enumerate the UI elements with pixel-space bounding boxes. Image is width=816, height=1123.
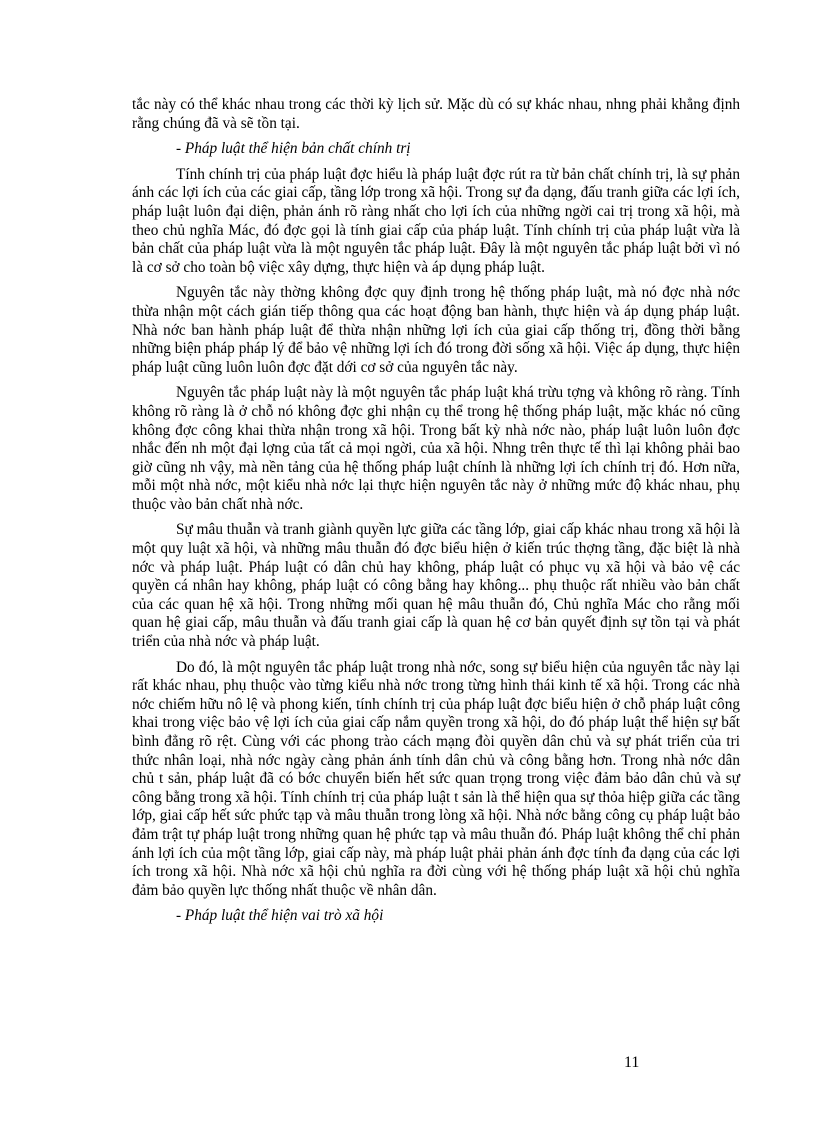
section-heading-political-nature: - Pháp luật thể hiện bản chất chính trị — [176, 140, 411, 158]
paragraph-class-conflict: Sự mâu thuẫn và tranh giành quyền lực giữa các tầng lớp, giai cấp khác nhau trong xã hội là một quy luật xã hội, và những mâu thuẫn đó đợc biểu hiện ở kiến trúc thợng tầng, đặc biệt là nhà nớc và pháp luật. Pháp luật có dân chủ hay không, pháp luật có phục vụ xã hội và bảo vệ các quyền cá nhân hay không, pháp luật có công bằng hay không... phụ thuộc rất nhiều vào bản chất của các quan hệ xã hội. Trong những mối quan hệ mâu thuẫn đó, Chủ nghĩa Mác cho rằng mối quan hệ giai cấp, mâu thuẫn và đấu tranh giai cấp là quan hệ cơ bản quyết định sự tồn tại và phát triển của nhà nớc và pháp luật. — [132, 521, 740, 651]
page-number: 11 — [624, 1054, 640, 1071]
paragraph-historical-forms: Do đó, là một nguyên tắc pháp luật trong nhà nớc, song sự biểu hiện của nguyên tắc này lại rất khác nhau, phụ thuộc vào từng kiểu nhà nớc trong từng hình thái kinh tế xã hội. Trong các nhà nớc chiếm hữu nô lệ và phong kiến, tính chính trị của pháp luật đợc biểu hiện ở chỗ pháp luật công khai trong việc bảo vệ lợi ích của giai cấp nắm quyền trong xã hội, do đó pháp luật thể hiện sự bất bình đẳng rõ rệt. Cùng với các phong trào cách mạng đòi quyền dân chủ và sự phát triển của tri thức nhân loại, nhà nớc ngày càng phản ánh tính dân chủ và công bằng hơn. Trong nhà nớc dân chủ t sản, pháp luật đã có bớc chuyển biến hết sức quan trọng trong việc đảm bảo dân chủ và sự công bằng trong xã hội. Tính chính trị của pháp luật t sản là thể hiện qua sự thỏa hiệp giữa các tầng lớp, giai cấp hết sức phức tạp và mâu thuẫn trong lòng xã hội. Nhà nớc bằng công cụ pháp luật bảo đảm trật tự pháp luật trong những quan hệ phức tạp và mâu thuẫn đó. Pháp luật không thể chỉ phản ánh lợi ích của một tầng lớp, giai cấp này, mà pháp luật phải phản ánh đợc tính đa dạng của các lợi ích trong xã hội. Nhà nớc xã hội chủ nghĩa ra đời cùng với hệ thống pháp luật xã hội chủ nghĩa đảm bảo quyền lực thống nhất thuộc về nhân dân. — [132, 658, 740, 899]
paragraph-abstract-principle: Nguyên tắc pháp luật này là một nguyên tắc pháp luật khá trừu tợng và không rõ ràng. Tính không rõ ràng là ở chỗ nó không đợc ghi nhận cụ thể trong hệ thống pháp luật, mặc khác nó cũng không đợc công khai thừa nhận trong xã hội. Trong bất kỳ nhà nớc nào, pháp luật luôn luôn đợc nhắc đến nh một đại lợng của tất cả mọi ngời, của xã hội. Nhng trên thực tế thì lại không phải bao giờ cũng nh vậy, mà nền tảng của hệ thống pháp luật chính là những lợi ích chính trị đó. Hơn nữa, mỗi một nhà nớc, một kiểu nhà nớc lại thực hiện nguyên tắc này ở những mức độ khác nhau, phụ thuộc vào bản chất nhà nớc. — [132, 384, 740, 513]
section-heading-social-role: - Pháp luật thể hiện vai trò xã hội — [176, 907, 384, 925]
paragraph-principle-recognition: Nguyên tắc này thờng không đợc quy định trong hệ thống pháp luật, mà nó đợc nhà nớc thừa nhận một cách gián tiếp thông qua các hoạt động ban hành, thực hiện và áp dụng pháp luật. Nhà nớc ban hành pháp luật để thừa nhận những lợi ích của giai cấp thống trị, đồng thời bằng những biện pháp pháp lý để bảo vệ những lợi ích đó trong đời sống xã hội. Việc áp dụng, thực hiện pháp luật cũng luôn luôn đợc đặt dới cơ sở của nguyên tắc này. — [132, 284, 740, 376]
paragraph-continuation: tắc này có thể khác nhau trong các thời kỳ lịch sử. Mặc dù có sự khác nhau, nhng phải khẳng định rằng chúng đã và sẽ tồn tại. — [132, 96, 740, 132]
document-page — [132, 96, 740, 933]
paragraph-political-character: Tính chính trị của pháp luật đợc hiểu là pháp luật đợc rút ra từ bản chất chính trị, là sự phản ánh các lợi ích của các giai cấp, tầng lớp trong xã hội. Trong sự đa dạng, đấu tranh giữa các lợi ích, pháp luật luôn đại diện, phản ánh rõ ràng nhất cho lợi ích của những ngời cai trị trong xã hội, mà theo chủ nghĩa Mác, đó đợc gọi là tính giai cấp của pháp luật. Tính chính trị của pháp luật vừa là bản chất của pháp luật vừa là một nguyên tắc pháp luật. Đây là một nguyên tắc pháp luật bởi vì nó là cơ sở cho toàn bộ việc xây dựng, thực hiện và áp dụng pháp luật. — [132, 165, 740, 276]
